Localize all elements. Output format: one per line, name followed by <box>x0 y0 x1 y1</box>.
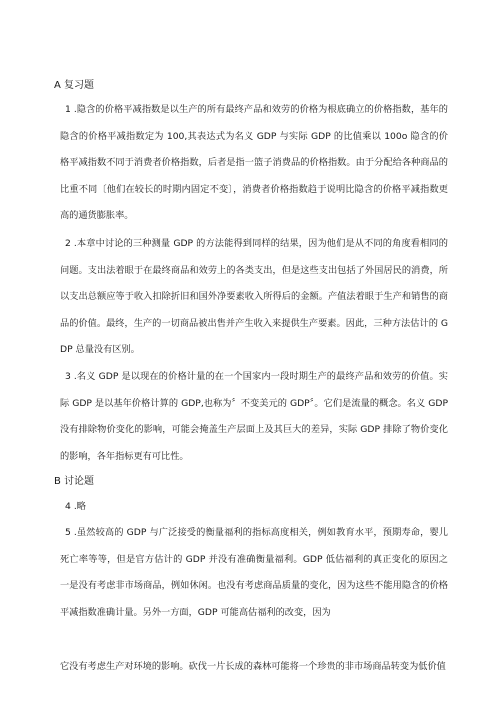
item-text: .虽然较高的 GDP 与广泛接受的衡量福利的指标高度相关，例如教育水平，预期寿命，婴儿死亡率等等，但是官方估计的 GDP 并没有准确衡量福利。GDP 低估福利的真正变化的原因之一是没有考虑非市场商品，例如休闲。也没有考虑商品质量的变化，因为这些不能用隐含的价格平减指数准确计量。另外一方面，GDP 可能高估福利的改变，因为 <box>60 527 448 618</box>
item-text: .名义 GDP 是以现在的价格计量的在一个国家内一段时期生产的最终产品和效劳的价值。实际 GDP 是以基年价格计算的 GDP,也称为〞不变美元的 GDP〞。它们是流量的概念。名义 GDP 没有排除物价变化的影响，可能会掩盖生产层面上及其巨大的差异，实际 GDP 排除了物价变化的影响，各年指标更有可比性。 <box>60 371 448 462</box>
list-item <box>60 494 448 521</box>
item-number: 1 <box>65 104 71 115</box>
continuation-text: 它没有考虑生产对环境的影响。砍伐一片长成的森林可能将一个珍贵的非市场商品转变为低价值 <box>60 661 446 672</box>
list-item <box>60 97 448 230</box>
item-number: 2 <box>65 238 71 249</box>
item-number: 3 <box>65 371 71 382</box>
section-heading-discussion: B 讨论题 <box>54 476 95 487</box>
list-item <box>60 364 448 470</box>
continuation-line <box>60 654 448 681</box>
item-text: .略 <box>73 501 86 512</box>
list-item <box>60 231 448 364</box>
list-item <box>60 520 448 626</box>
item-text: .本章中讨论的三种测量 GDP 的方法能得到同样的结果，因为他们是从不同的角度看相同的问题。支出法着眼于在最终商品和效劳上的各类支出，但是这些支出包括了外国居民的消费，所以支出总额应等于收入扣除折旧和国外净要素收入所得后的金额。产值法着眼于生产和销售的商品的价值。最终，生产的一切商品被出售并产生收入来提供生产要素。因此，三种方法估计的 GDP 总量没有区别。 <box>60 238 448 355</box>
section-heading-review: A 复习题 <box>54 80 95 91</box>
item-text: .隐含的价格平减指数是以生产的所有最终产品和效劳的价格为根底确立的价格指数，基年的隐含的价格平减指数定为 100,其表达式为名义 GDP 与实际 GDP 的比值乘以 100o 隐含的价格平减指数不同于消费者价格指数，后者是指一篮子消费品的价格指数。由于分配给各种商品的比重不同〔他们在较长的时期内固定不变〕，消费者价格指数趋于说明比隐含的价格平减指数更高的通货膨胀率。 <box>60 104 448 221</box>
item-number: 4 <box>65 501 71 512</box>
item-number: 5 <box>65 527 71 538</box>
